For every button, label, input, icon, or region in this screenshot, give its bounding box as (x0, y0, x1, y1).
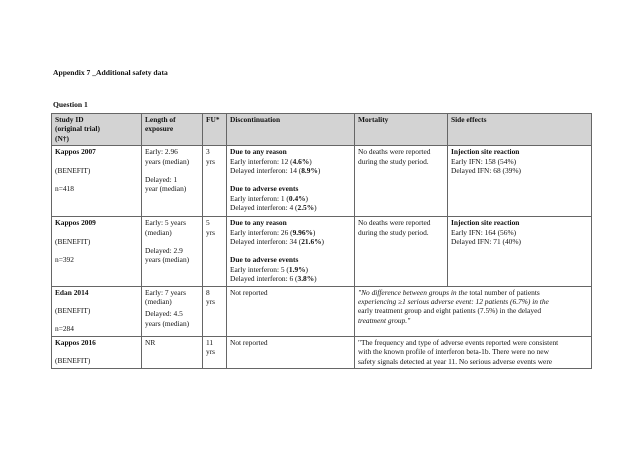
fu-cell: 8 yrs (203, 286, 227, 336)
header-study-id: Study ID (original trial) (N†) (52, 114, 142, 146)
mortality-side-effects-cell: "No difference between groups in the total number of patients experiencing ≥1 serious adverse event: 12 patients (6.7%) in the early treatment group and eight patients (7.5%) in the delayed treatment group." (355, 286, 592, 336)
study-id: Kappos 2007 (55, 147, 96, 157)
mortality-side-effects-cell: "The frequency and type of adverse events reported were consistent with the known profile of interferon beta-1b. There were no new safety signals detected at year 11. No serious adverse events were (355, 336, 592, 368)
study-id: Kappos 2009 (55, 218, 96, 228)
fu-cell: 3 yrs (203, 146, 227, 217)
table-row (52, 286, 592, 336)
header-length-of-exposure: Length of exposure (142, 114, 203, 146)
header-fu: FU* (203, 114, 227, 146)
study-cell (52, 286, 142, 336)
length-cell: Early: 5 years (median) Delayed: 2.9 years (median) (142, 217, 203, 286)
discontinuation-cell: Due to any reason Early interferon: 26 (9.96%) Delayed interferon: 34 (21.6%) Due to adverse events Early interferon: 5 (1.9%) Delayed interferon: 6 (3.8%) (227, 217, 355, 286)
question-title: Question 1 (53, 100, 88, 109)
sample-size: n=392 (55, 255, 74, 265)
trial-name: (BENEFIT) (55, 165, 91, 175)
safety-data-table (51, 113, 592, 369)
side-effects-cell: Injection site reaction Early IFN: 164 (56%) Delayed IFN: 71 (40%) (448, 217, 592, 286)
discontinuation-cell: Not reported (227, 286, 355, 336)
table-row (52, 336, 592, 368)
header-mortality: Mortality (355, 114, 448, 146)
side-effects-cell: Injection site reaction Early IFN: 158 (54%) Delayed IFN: 68 (39%) (448, 146, 592, 217)
table-row (52, 217, 592, 286)
fu-cell: 5 yrs (203, 217, 227, 286)
mortality-cell: No deaths were reported during the study period. (355, 217, 448, 286)
fu-cell: 11 yrs (203, 336, 227, 368)
header-discontinuation: Discontinuation (227, 114, 355, 146)
length-cell: Early: 7 years (median) Delayed: 4.5 years (median) (142, 286, 203, 336)
table-row (52, 146, 592, 217)
header-side-effects: Side effects (448, 114, 592, 146)
table-header-row (52, 114, 592, 146)
discontinuation-cell: Due to any reason Early interferon: 12 (4.6%) Delayed interferon: 14 (8.9%) Due to adverse events Early interferon: 1 (0.4%) Delayed interferon: 4 (2.5%) (227, 146, 355, 217)
length-cell: Early: 2.96 years (median) Delayed: 1 year (median) (142, 146, 203, 217)
study-id: Edan 2014 (55, 287, 89, 297)
sample-size: n=418 (55, 184, 74, 194)
study-cell (52, 217, 142, 286)
trial-name: (BENEFIT) (55, 306, 91, 316)
study-cell (52, 336, 142, 368)
discontinuation-cell: Not reported (227, 336, 355, 368)
mortality-cell: No deaths were reported during the study period. (355, 146, 448, 217)
sample-size: n=284 (55, 324, 74, 334)
length-cell: NR (142, 336, 203, 368)
study-id: Kappos 2016 (55, 337, 96, 347)
appendix-title: Appendix 7 _Additional safety data (53, 68, 168, 77)
study-cell (52, 146, 142, 217)
trial-name: (BENEFIT) (55, 236, 91, 246)
trial-name: (BENEFIT) (55, 356, 91, 366)
